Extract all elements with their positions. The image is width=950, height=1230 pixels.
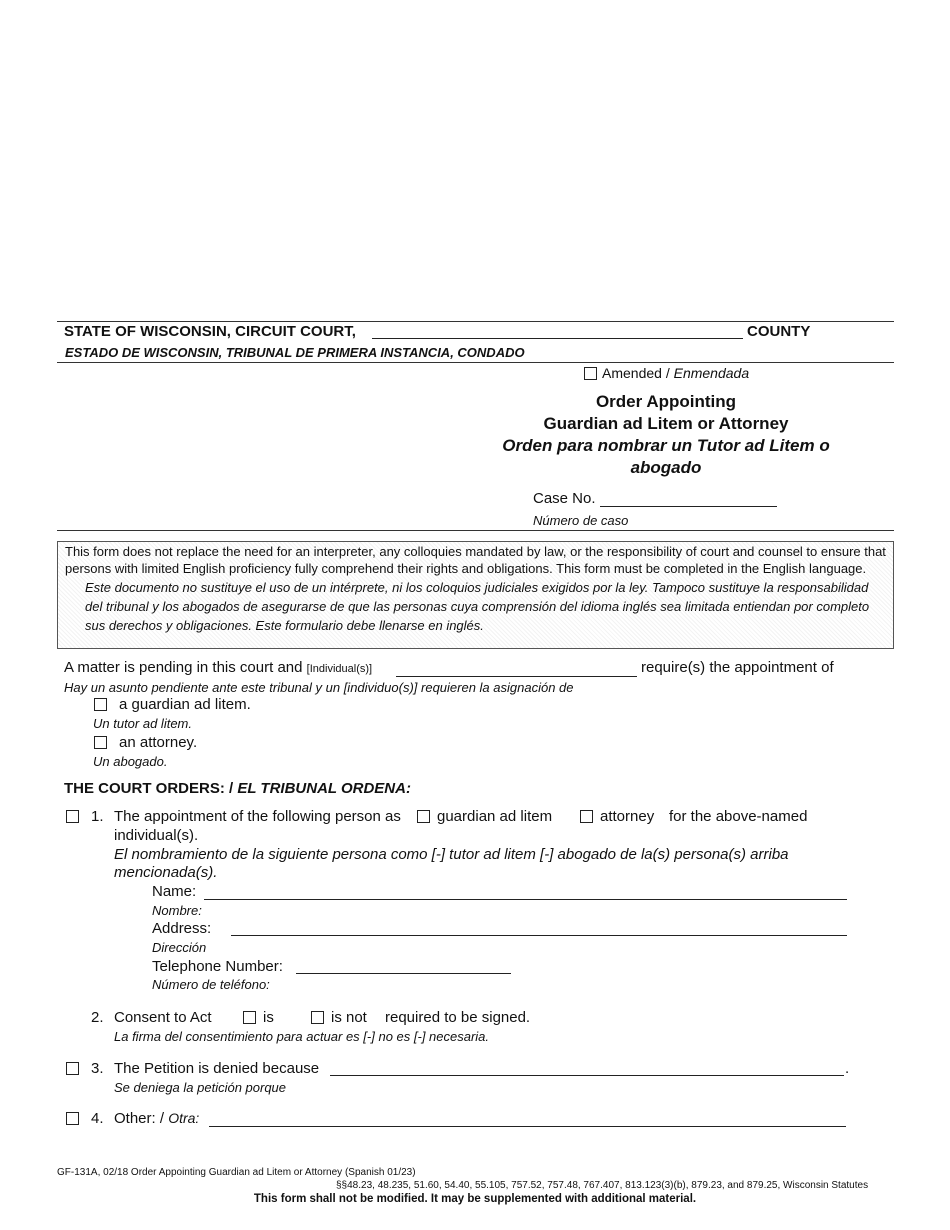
matter-text-b: require(s) the appointment of [641, 659, 834, 676]
footer-statutes: §§48.23, 48.235, 51.60, 54.40, 55.105, 757.52, 757.48, 767.407, 813.123(3)(b), 879.23, and 879.25, Wisconsin Statutes [336, 1180, 869, 1191]
interpreter-notice-box [57, 541, 894, 649]
matter-individual-hint: [Individual(s)] [306, 663, 373, 675]
amended-label-en: Amended / [602, 365, 670, 381]
name-field[interactable] [204, 899, 847, 900]
case-number-label-spanish: Número de caso [533, 513, 629, 528]
attorney-checkbox[interactable] [94, 736, 107, 749]
case-number-label: Case No. [533, 490, 596, 507]
item1-text: The appointment of the following person as [114, 808, 401, 825]
item3-spanish: Se deniega la petición porque [114, 1080, 287, 1095]
item3-text: The Petition is denied because [114, 1060, 320, 1077]
amended-checkbox[interactable] [584, 367, 597, 380]
item4-text [114, 1110, 199, 1127]
footer-form-id: GF-131A, 02/18 Order Appointing Guardian ad Litem or Attorney (Spanish 01/23) [57, 1167, 416, 1178]
interpreter-notice-english: This form does not replace the need for an interpreter, any colloquies mandated by law, or the responsibility of court and counsel to ensure that persons with limited English proficiency fully comprehend their rights and obligations. This form must be completed in the English language. [65, 544, 886, 576]
guardian-ad-litem-option: a guardian ad litem. [119, 696, 251, 713]
attorney-option-spanish: Un abogado. [93, 754, 168, 769]
name-label: Name: [152, 883, 197, 900]
interpreter-notice-spanish: Este documento no sustituye el uso de un intérprete, ni los coloquios judiciales exigidos por la ley. Tampoco sustituye la responsabilidad del tribunal y los abogados de asegurarse de que las personas cuya comprensión del idioma inglés sea limitada entiendan por completo sus derechos y obligaciones. Este formulario debe llenarse en inglés. [85, 580, 870, 633]
item3-checkbox[interactable] [66, 1062, 79, 1075]
item2-spanish: La firma del consentimiento para actuar es [-] no es [-] necesaria. [114, 1029, 490, 1044]
item4-checkbox[interactable] [66, 1112, 79, 1125]
case-bottom-rule [57, 530, 894, 531]
item1-number: 1. [91, 808, 104, 825]
item1-checkbox[interactable] [66, 810, 79, 823]
matter-statement [64, 659, 372, 676]
form-title-spanish-line1: Orden para nombrar un Tutor ad Litem o [502, 436, 830, 455]
item1-spanish-line2: mencionada(s). [114, 864, 218, 881]
county-label: COUNTY [747, 323, 811, 340]
address-label: Address: [152, 920, 212, 937]
item1-text-b: for the above-named [669, 808, 808, 825]
item4-label-spanish: Otra: [168, 1110, 200, 1126]
telephone-label-spanish: Número de teléfono: [152, 977, 270, 992]
item2-number: 2. [91, 1009, 104, 1026]
amended-label [602, 365, 749, 381]
case-number-field[interactable] [600, 506, 777, 507]
court-heading-spanish: ESTADO DE WISCONSIN, TRIBUNAL DE PRIMERA INSTANCIA, CONDADO [65, 345, 525, 360]
court-orders-heading-en: THE COURT ORDERS: / [64, 780, 234, 797]
individual-name-field[interactable] [396, 676, 637, 677]
guardian-ad-litem-option-spanish: Un tutor ad litem. [93, 716, 192, 731]
consent-is-not-label: is not [331, 1009, 367, 1026]
consent-tail: required to be signed. [385, 1009, 531, 1026]
item1-guardian-checkbox[interactable] [417, 810, 430, 823]
item1-spanish-line1: El nombramiento de la siguiente persona como [-] tutor ad litem [-] abogado de la(s) persona(s) arriba [114, 846, 789, 863]
form-title-spanish-line2: abogado [630, 458, 702, 477]
item2-label: Consent to Act [114, 1009, 212, 1026]
address-label-spanish: Dirección [152, 940, 207, 955]
item1-guardian-label: guardian ad litem [437, 808, 553, 825]
court-orders-heading [64, 780, 411, 797]
consent-is-not-checkbox[interactable] [311, 1011, 324, 1024]
consent-is-label: is [263, 1009, 274, 1026]
attorney-option: an attorney. [119, 734, 198, 751]
denial-reason-field[interactable] [330, 1075, 844, 1076]
telephone-field[interactable] [296, 973, 511, 974]
item3-number: 3. [91, 1060, 104, 1077]
county-name-field[interactable] [372, 338, 743, 339]
guardian-ad-litem-checkbox[interactable] [94, 698, 107, 711]
item1-attorney-label: attorney [600, 808, 655, 825]
item1-attorney-checkbox[interactable] [580, 810, 593, 823]
item1-text-c: individual(s). [114, 827, 199, 844]
item4-number: 4. [91, 1110, 104, 1127]
header-bottom-rule [57, 362, 894, 363]
form-title-line2: Guardian ad Litem or Attorney [543, 414, 789, 433]
header-top-rule [57, 321, 894, 322]
item3-period: . [845, 1060, 850, 1077]
other-field[interactable] [209, 1126, 846, 1127]
address-field[interactable] [231, 935, 847, 936]
telephone-label: Telephone Number: [152, 958, 283, 975]
court-heading: STATE OF WISCONSIN, CIRCUIT COURT, [64, 323, 356, 340]
item4-label: Other: / [114, 1110, 165, 1127]
consent-is-checkbox[interactable] [243, 1011, 256, 1024]
matter-statement-spanish: Hay un asunto pendiente ante este tribunal y un [individuo(s)] requieren la asignación de [64, 680, 574, 695]
matter-text-a: A matter is pending in this court and [64, 659, 303, 676]
amended-label-es: Enmendada [673, 365, 750, 381]
court-orders-heading-es: EL TRIBUNAL ORDENA: [237, 780, 411, 797]
form-title-line1: Order Appointing [595, 392, 737, 411]
name-label-spanish: Nombre: [152, 903, 202, 918]
footer-notice: This form shall not be modified. It may be supplemented with additional material. [253, 1193, 697, 1205]
